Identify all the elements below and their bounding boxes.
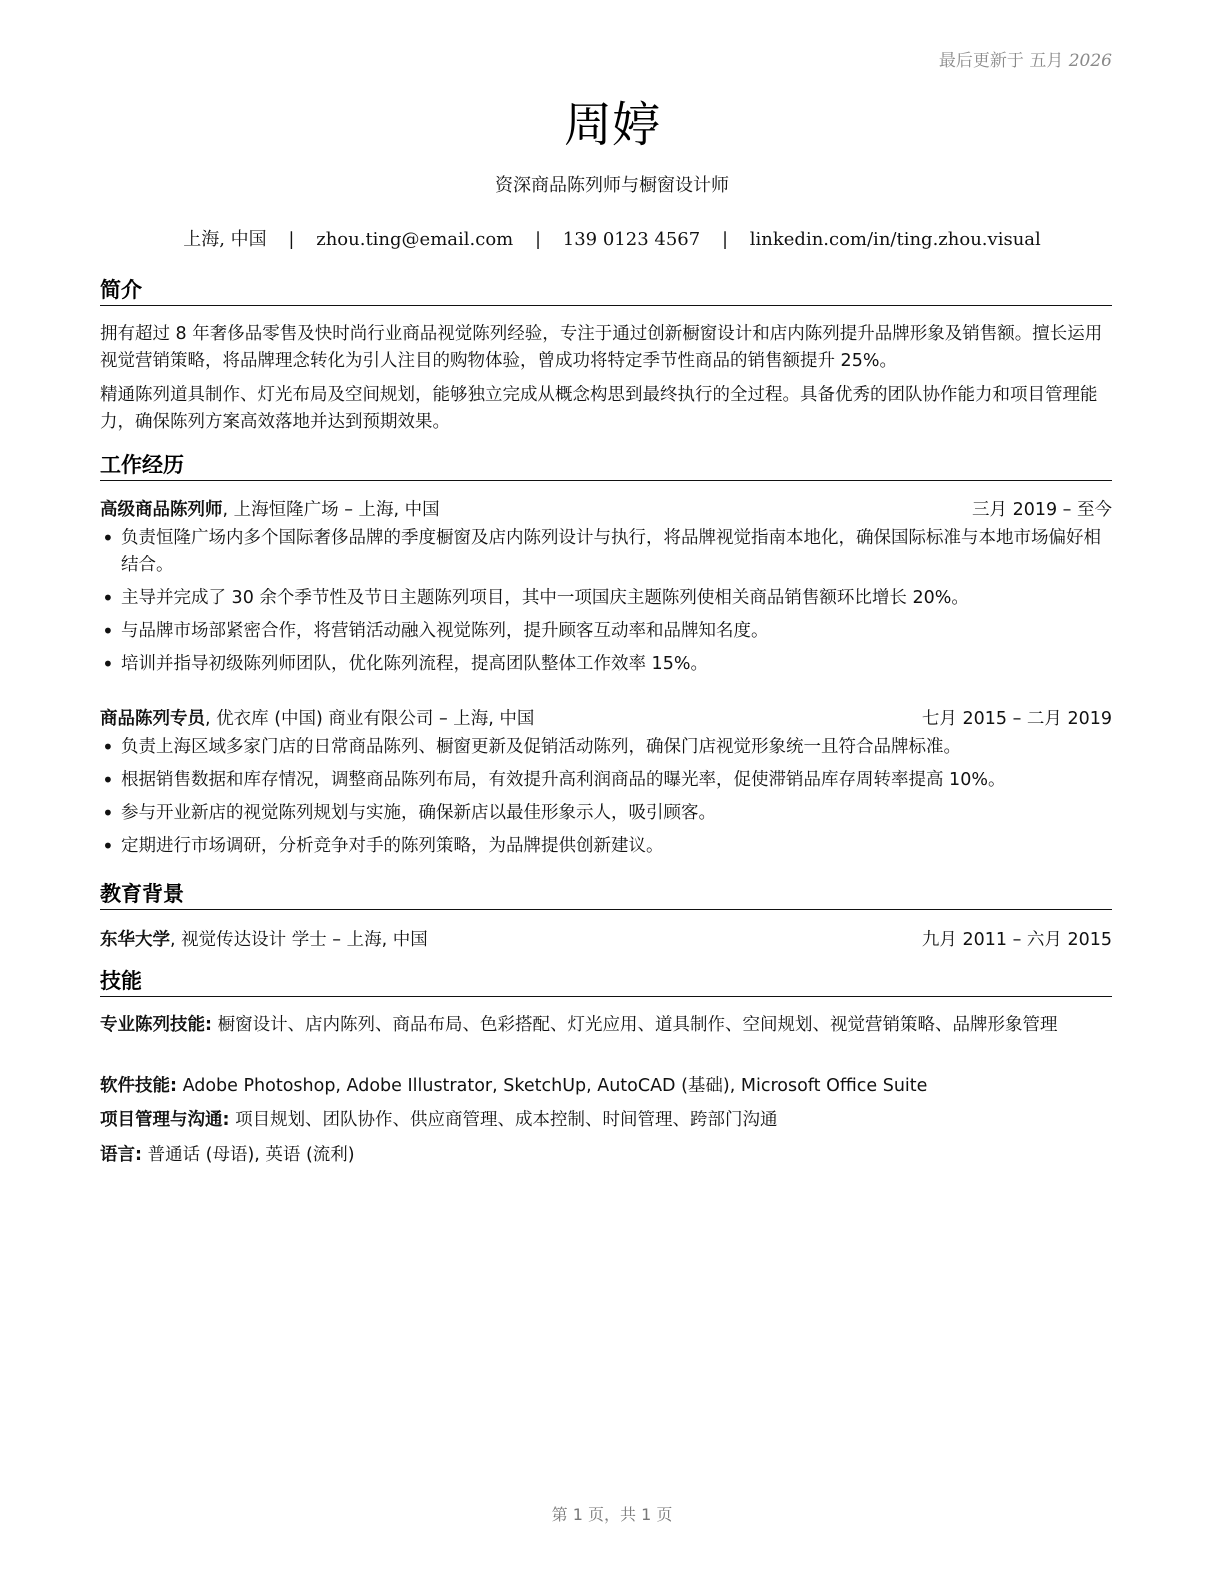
skill-value: 项目规划、团队协作、供应商管理、成本控制、时间管理、跨部门沟通 [229, 1110, 778, 1130]
contact-separator: | [288, 229, 295, 250]
list-item: • 负责上海区域多家门店的日常商品陈列、橱窗更新及促销活动陈列，确保门店视觉形象统一且符合品牌标准。 [100, 734, 1112, 761]
last-updated [939, 46, 1112, 71]
skill-label: 语言: [100, 1145, 142, 1165]
section-title: 简介 [100, 278, 142, 302]
education-entry [100, 926, 1112, 952]
list-item: • 参与开业新店的视觉陈列规划与实施，确保新店以最佳形象示人，吸引顾客。 [100, 800, 1112, 827]
section-title: 技能 [100, 969, 142, 993]
job-bullets [100, 734, 1112, 866]
updated-prefix: 最后更新于 [938, 51, 1024, 71]
contact-separator: | [721, 229, 729, 250]
summary-paragraph: 精通陈列道具制作、灯光布局及空间规划，能够独立完成从概念构思到最终执行的全过程。具备优秀的团队协作能力和项目管理能力，确保陈列方案高效落地并达到预期效果。 [100, 385, 1098, 432]
education-dates: 九月 2011 – 六月 2015 [921, 930, 1112, 950]
list-item: • 负责恒隆广场内多个国际奢侈品牌的季度橱窗及店内陈列设计与执行，将品牌视觉指南本地化，确保国际标准与本地市场偏好相结合。 [100, 525, 1112, 579]
job-bullets [100, 525, 1112, 684]
list-item: • 定期进行市场调研，分析竞争对手的陈列策略，为品牌提供创新建议。 [100, 833, 1112, 860]
updated-year: 2026 [1068, 51, 1112, 71]
job-dates: 七月 2015 – 二月 2019 [921, 709, 1112, 729]
skill-value: 普通话 (母语), 英语 (流利) [142, 1145, 355, 1165]
skill-label: 软件技能: [100, 1076, 177, 1096]
contact-email[interactable]: zhou.ting@email.com [316, 229, 514, 250]
skill-value: Adobe Photoshop, Adobe Illustrator, SketchUp, AutoCAD (基础), Microsoft Office Suite [177, 1076, 928, 1096]
list-item: • 根据销售数据和库存情况，调整商品陈列布局，有效提升高利润商品的曝光率，促使滞销品库存周转率提高 10%。 [100, 767, 1112, 794]
job-company: , 优衣库 (中国) 商业有限公司 – 上海, 中国 [205, 709, 535, 729]
contact-separator: | [534, 229, 542, 250]
contact-linkedin[interactable]: linkedin.com/in/ting.zhou.visual [749, 229, 1041, 250]
section-skills-heading [100, 967, 1112, 997]
section-title: 工作经历 [100, 453, 184, 477]
section-education-heading [100, 880, 1112, 910]
education-school: 东华大学 [100, 930, 170, 950]
job-header [100, 496, 1112, 522]
job-company: , 上海恒隆广场 – 上海, 中国 [222, 500, 440, 520]
list-item: • 与品牌市场部紧密合作，将营销活动融入视觉陈列，提升顾客互动率和品牌知名度。 [100, 618, 1112, 645]
job-dates: 三月 2019 – 至今 [972, 500, 1112, 520]
skill-value: 橱窗设计、店内陈列、商品布局、色彩搭配、灯光应用、道具制作、空间规划、视觉营销策略、品牌形象管理 [212, 1015, 1058, 1035]
job-role: 商品陈列专员 [100, 709, 205, 729]
candidate-name: 周婷 [563, 97, 660, 153]
candidate-title: 资深商品陈列师与橱窗设计师 [495, 175, 729, 196]
skill-label: 项目管理与沟通: [100, 1110, 230, 1130]
summary-paragraph: 拥有超过 8 年奢侈品零售及快时尚行业商品视觉陈列经验，专注于通过创新橱窗设计和店内陈列提升品牌形象及销售额。擅长运用视觉营销策略，将品牌理念转化为引人注目的购物体验，曾成功将特定季节性商品的销售额提升 25%。 [100, 324, 1103, 371]
skill-line [100, 1073, 1112, 1100]
section-summary-heading [100, 276, 1112, 306]
skill-line [100, 1142, 1112, 1169]
skill-line [100, 1012, 1112, 1039]
list-item: • 主导并完成了 30 余个季节性及节日主题陈列项目，其中一项国庆主题陈列使相关商品销售额环比增长 20%。 [100, 585, 1112, 612]
section-title: 教育背景 [100, 882, 184, 906]
updated-month: 五月 [1029, 51, 1064, 71]
skill-line [100, 1107, 1112, 1134]
education-detail: , 视觉传达设计 学士 – 上海, 中国 [170, 930, 428, 950]
section-experience-heading [100, 451, 1112, 481]
contact-location: 上海, 中国 [183, 229, 267, 250]
job-header [100, 705, 1112, 731]
contact-phone: 139 0123 4567 [562, 229, 701, 250]
list-item: • 培训并指导初级陈列师团队，优化陈列流程，提高团队整体工作效率 15%。 [100, 651, 1112, 678]
skill-label: 专业陈列技能: [100, 1015, 212, 1035]
page-footer: 第 1 页，共 1 页 [551, 1505, 673, 1524]
contact-line [0, 225, 1224, 251]
job-role: 高级商品陈列师 [100, 500, 223, 520]
